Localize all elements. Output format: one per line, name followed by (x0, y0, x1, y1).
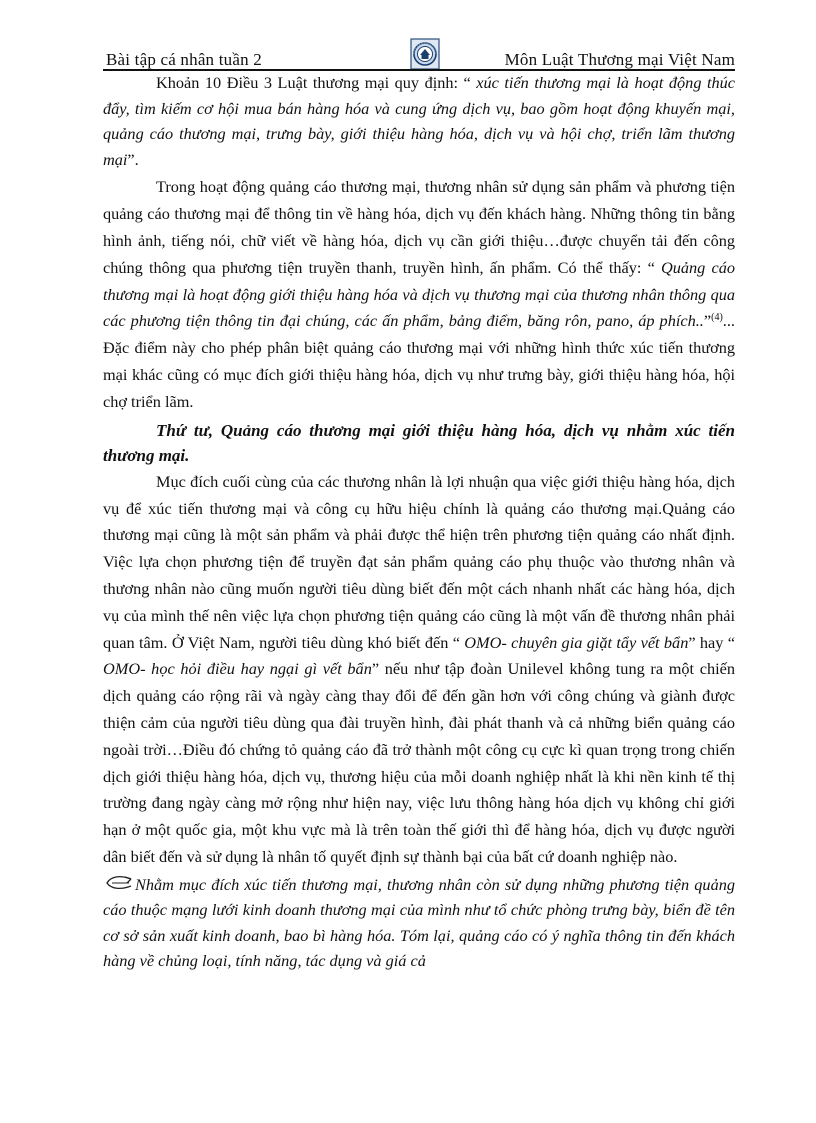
paragraph-text: Mục đích cuối cùng của các thương nhân là lợi nhuận qua việc giới thiệu hàng hóa, dịch vụ để xúc tiến thương mại và công cụ hữu hiệu chính là quảng cáo thương mại.Quảng cáo thương mại cũng là một sản phẩm và phải được thể hiện trên phương tiện quảng cáo nhất định. Việc lựa chọn phương tiện để truyền đạt sản phẩm quảng cáo phụ thuộc vào thương nhân và thương nhân nào cũng muốn người tiêu dùng biết đến một cách nhanh nhất các hàng hóa, dịch vụ của mình thế nên việc lựa chọn phương tiện quảng cáo cũng là một vấn đề thương nhân phải quan tâm. Ở Việt Nam, người tiêu dùng khó biết đến “ (103, 471, 735, 652)
document-body (103, 70, 735, 974)
header-subject-title: Môn Luật Thương mại Việt Nam (504, 50, 735, 69)
paragraph-text: ... Đặc điểm này cho phép phân biệt quảng cáo thương mại với những hình thức xúc tiến thương mại khác cũng có mục đích giới thiệu hàng hóa, dịch vụ như trưng bày, giới thiệu hàng hóa, hội chợ triển lãm. (103, 311, 735, 411)
paragraph-text: Nhằm mục đích xúc tiến thương mại, thương nhân còn sử dụng những phương tiện quảng cáo thuộc mạng lưới kinh doanh thương mại của mình như tổ chức phòng trưng bày, biển đề tên cơ sở sản xuất kinh doanh, bao bì hàng hóa. Tóm lại, quảng cáo có ý nghĩa thông tin đến khách hàng về chủng loại, tính năng, tác dụng và giá cả (103, 874, 735, 971)
university-seal-icon (410, 38, 440, 70)
section-heading: Thứ tư, Quảng cáo thương mại giới thiệu hàng hóa, dịch vụ nhằm xúc tiến thương mại. (103, 420, 735, 466)
paragraph-text: ” nếu như tập đoàn Unilevel không tung ra một chiến dịch quảng cáo rộng rãi và ngày càng thay đổi để đến gần hơn với công chúng và giành được thiện cảm của người tiêu dùng qua đài truyền hình, đài phát thanh và cả những biển quảng cáo ngoài trời…Điều đó chứng tỏ quảng cáo đã trở thành một công cụ cực kì quan trọng trong chiến dịch giới thiệu hàng hóa, dịch vụ, thương hiệu của mỗi doanh nghiệp nhất là khi nền kinh tế thị trường đang ngày càng mở rộng như hiện nay, việc lưu thông hàng hóa dịch vụ không chỉ giới hạn ở một quốc gia, một khu vực mà là trên toàn thế giới thì để hàng hóa, dịch vụ được người dân biết đến và sử dụng là nhân tố quyết định sự thành bại của bất cứ doanh nghiệp nào. (103, 659, 736, 866)
definition-quote: Quảng cáo thương mại là hoạt động giới thiệu hàng hóa và dịch vụ thương mại của thương nhân thông qua các phương tiện thông tin đại chúng, các ấn phẩm, bảng điểm, băng rôn, pano, áp phích.. (103, 257, 735, 331)
paragraph-definition (103, 70, 735, 172)
paragraph-conclusion (103, 872, 735, 974)
slogan-quote: OMO- chuyên gia giặt tẩy vết bẩn (464, 632, 689, 652)
paragraph-advertising-means (103, 174, 735, 415)
paragraph-text: Trong hoạt động quảng cáo thương mại, thương nhân sử dụng sản phẩm và phương tiện quảng cáo thương mại để thông tin về hàng hóa, dịch vụ đến khách hàng. Những thông tin bằng hình ảnh, tiếng nói, chữ viết về hàng hóa, dịch vụ cần giới thiệu…được chuyển tải đến công chúng thông qua phương tiện truyền thanh, truyền hình, ấn phẩm. Có thể thấy: “ (103, 177, 735, 277)
paragraph-purpose (103, 469, 735, 871)
header-course-title: Bài tập cá nhân tuần 2 (106, 50, 262, 69)
curved-arrow-icon (103, 874, 133, 892)
footnote-marker: (4) (711, 312, 723, 324)
paragraph-text: Khoản 10 Điều 3 Luật thương mại quy định: “ (156, 73, 477, 92)
page-header (103, 38, 735, 70)
paragraph-text: ”. (127, 149, 139, 169)
slogan-quote: OMO- học hỏi điều hay ngại gì vết bẩn (103, 659, 372, 679)
legal-quote: xúc tiến thương mại là hoạt động thúc đẩy, tìm kiếm cơ hội mua bán hàng hóa và cung ứng dịch vụ, bao gồm hoạt động khuyến mại, quảng cáo thương mại, trưng bày, giới thiệu hàng hóa, dịch vụ và hội chợ, triển lãm thương mại (103, 73, 735, 169)
paragraph-text: ” (703, 311, 712, 331)
paragraph-text: ” hay “ (688, 632, 735, 652)
